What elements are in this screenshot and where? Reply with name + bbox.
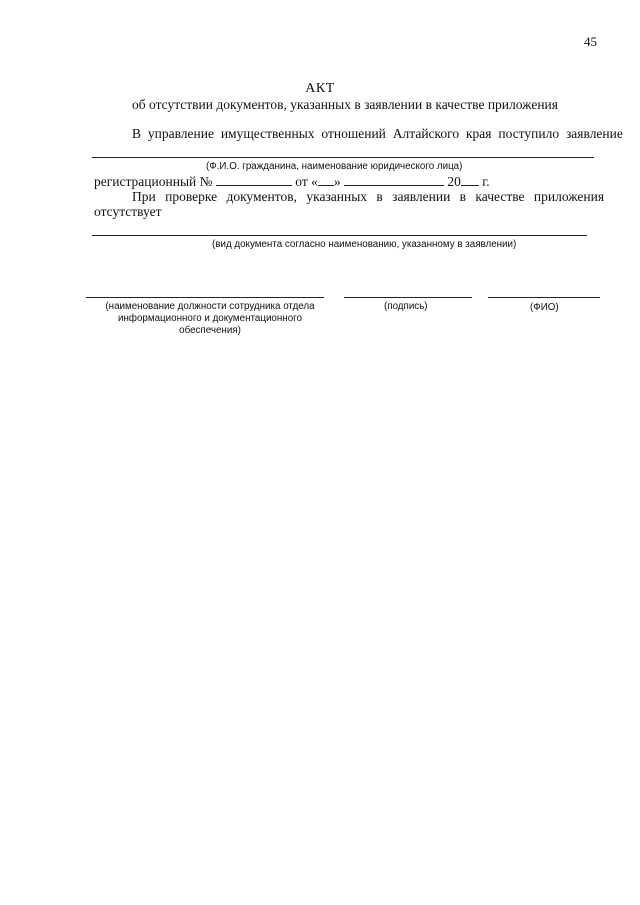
position-line: [86, 297, 324, 298]
signature-caption: (подпись): [384, 301, 428, 312]
name-caption: (ФИО): [530, 302, 559, 313]
document-caption: (вид документа согласно наименованию, указанному в заявлении): [212, 239, 517, 250]
applicant-caption: (Ф.И.О. гражданина, наименование юридического лица): [206, 161, 463, 172]
registration-day-blank: [318, 173, 334, 186]
page-number: 45: [584, 34, 597, 49]
registration-year-suffix: г.: [482, 174, 490, 189]
registration-number-blank: [216, 173, 292, 186]
paragraph-check: При проверке документов, указанных в заявлении в качестве приложения: [132, 189, 605, 204]
registration-quote-close: »: [333, 174, 341, 189]
signature-line: [344, 297, 472, 298]
name-line: [488, 297, 600, 298]
registration-label: регистрационный №: [94, 174, 213, 189]
document-type-line: [92, 235, 587, 236]
document-title: АКТ: [305, 81, 335, 96]
applicant-name-line: [92, 157, 594, 158]
position-caption: (наименование должности сотрудника отдела информационного и документационного обеспечения): [105, 301, 315, 336]
document-subtitle: об отсутствии документов, указанных в заявлении в качестве приложения: [132, 97, 558, 112]
registration-year-prefix: 20: [447, 174, 461, 189]
registration-month-blank: [344, 173, 444, 186]
registration-from-label: от «: [295, 174, 318, 189]
paragraph-check-continued: отсутствует: [94, 204, 162, 219]
registration-row: [94, 173, 490, 190]
registration-year-blank: [461, 173, 479, 186]
paragraph-intake: В управление имущественных отношений Алтайского края поступило заявление: [132, 126, 623, 141]
